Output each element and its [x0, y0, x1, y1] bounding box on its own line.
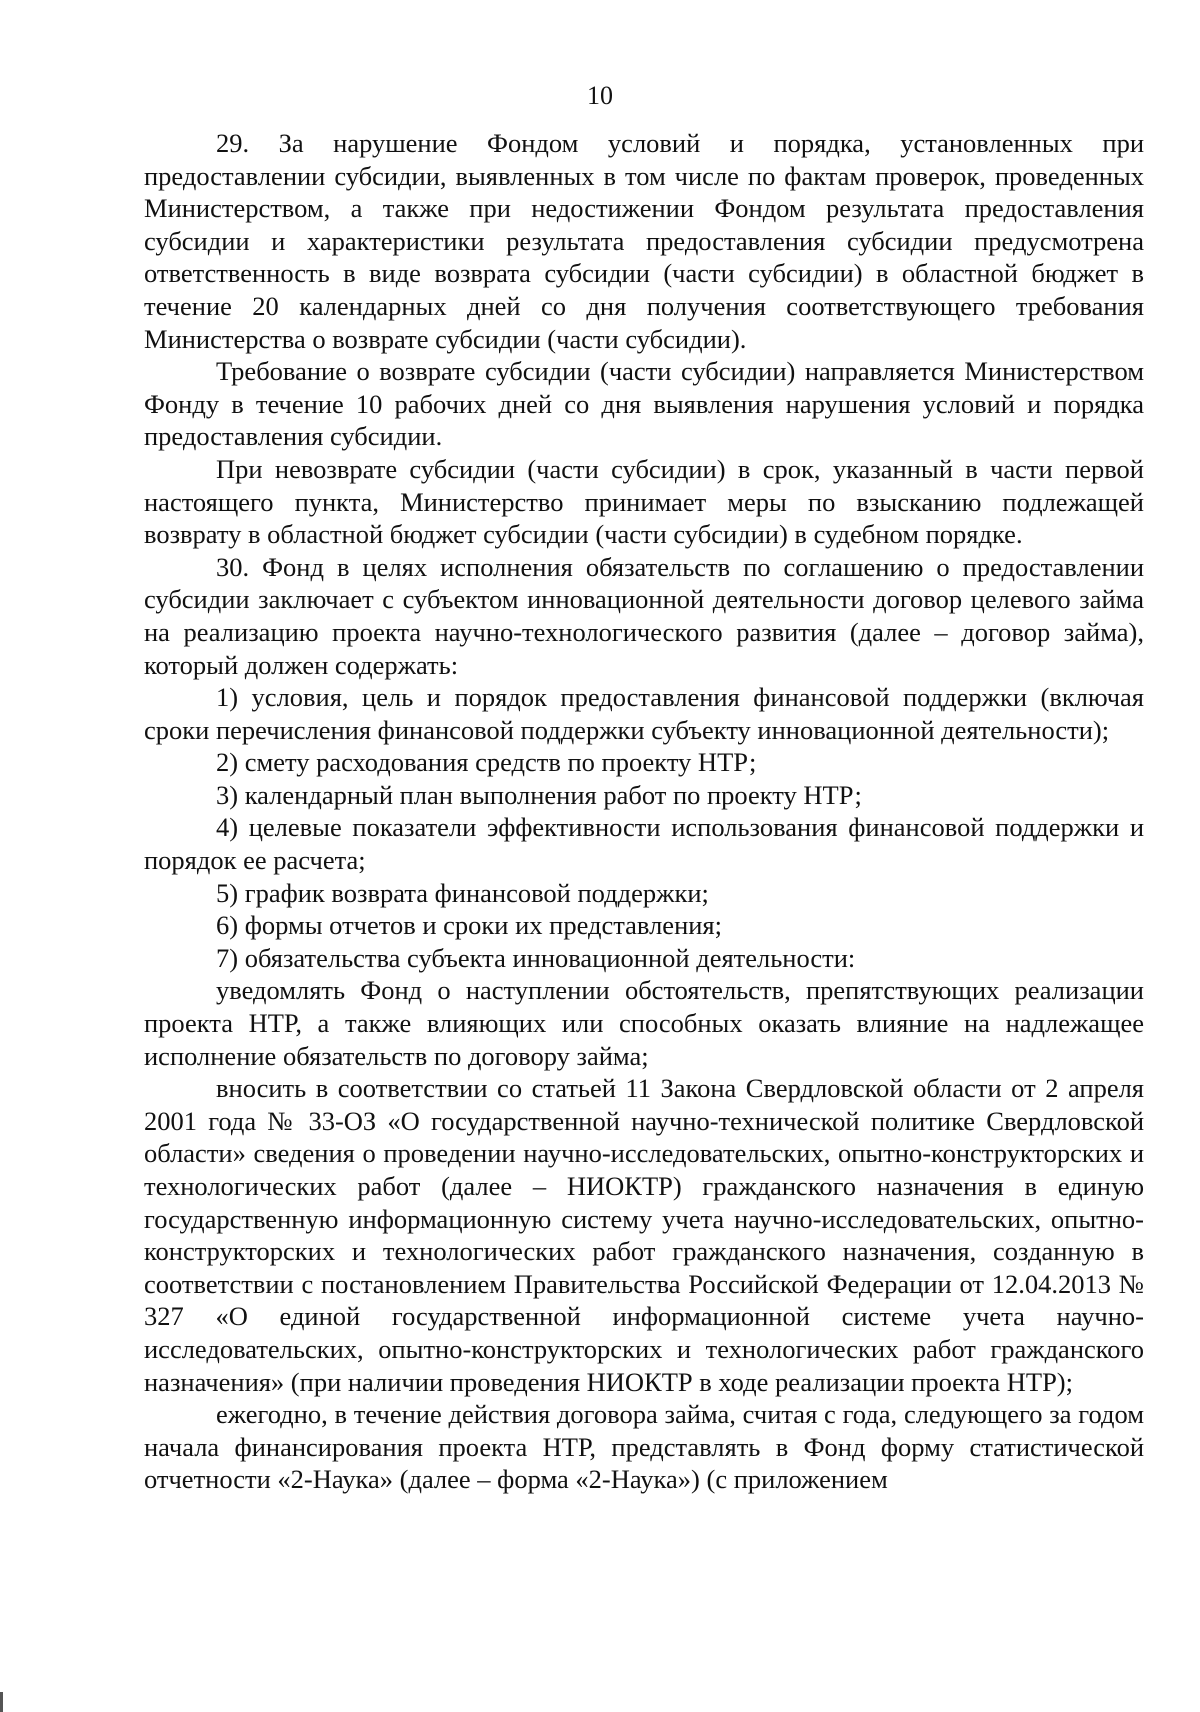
list-item-3: 3) календарный план выполнения работ по проекту НТР; [216, 779, 862, 810]
list-item-7: 7) обязательства субъекта инновационной деятельности: [216, 942, 856, 973]
paragraph-return-requirement: Требование о возврате субсидии (части субсидии) направляется Министерством Фонду в течение 10 рабочих дней со дня выявления нарушения условий и порядка предоставления субсидии. [144, 356, 1144, 452]
scan-edge-mark [0, 1692, 3, 1712]
list-item-2: 2) смету расходования средств по проекту НТР; [216, 747, 757, 778]
paragraph-30: 30. Фонд в целях исполнения обязательств по соглашению о предоставлении субсидии заключает с субъектом инновационной деятельности договор целевого займа на реализацию проекта научно-технологического развития (далее – договор займа), который должен содержать: [144, 551, 1144, 680]
obligation-annual-report: ежегодно, в течение действия договора займа, считая с года, следующего за годом начала финансирования проекта НТР, представлять в Фонд форму статистической отчетности «2-Наука» (далее – форма «2-Наука») (с приложением [144, 1399, 1144, 1495]
list-item-5: 5) график возврата финансовой поддержки; [216, 877, 709, 908]
list-item-4: 4) целевые показатели эффективности использования финансовой поддержки и порядок ее расчета; [144, 812, 1144, 876]
list-item-1: 1) условия, цель и порядок предоставления финансовой поддержки (включая сроки перечисления финансовой поддержки субъекту инновационной деятельности); [144, 682, 1144, 745]
page-number: 10 [587, 81, 613, 110]
document-body [144, 127, 1144, 1496]
obligation-notify: уведомлять Фонд о наступлении обстоятельств, препятствующих реализации проекта НТР, а также влияющих или способных оказать влияние на надлежащее исполнение обязательств по договору займа; [144, 975, 1144, 1071]
list-item-6: 6) формы отчетов и сроки их представления; [216, 910, 722, 941]
paragraph-29: 29. За нарушение Фондом условий и порядка, установленных при предоставлении субсидии, выявленных в том числе по фактам проверок, проведенных Министерством, а также при недостижении Фондом результата предоставления субсидии и характеристики результата предоставления субсидии предусмотрена ответственность в виде возврата субсидии (части субсидии) в областной бюджет в течение 20 календарных дней со дня получения соответствующего требования Министерства о возврате субсидии (части субсидии). [144, 128, 1144, 354]
obligation-niokt-registration: вносить в соответствии со статьей 11 Закона Свердловской области от 2 апреля 2001 года № 33-ОЗ «О государственной научно-технической политике Свердловской области» сведения о проведении научно-исследовательских, опытно-конструкторских и технологических работ (далее – НИОКТР) гражданского назначения в единую государственную информационную систему учета научно-исследовательских, опытно-конструкторских и технологических работ гражданского назначения, созданную в соответствии с постановлением Правительства Российской Федерации от 12.04.2013 № 327 «О единой государственной информационной системе учета научно-исследовательских, опытно-конструкторских и технологических работ гражданского назначения» (при наличии проведения НИОКТР в ходе реализации проекта НТР); [144, 1073, 1144, 1397]
paragraph-non-return: При невозврате субсидии (части субсидии) в срок, указанный в части первой настоящего пункта, Министерство принимает меры по взысканию подлежащей возврату в областной бюджет субсидии (части субсидии) в судебном порядке. [144, 453, 1144, 550]
